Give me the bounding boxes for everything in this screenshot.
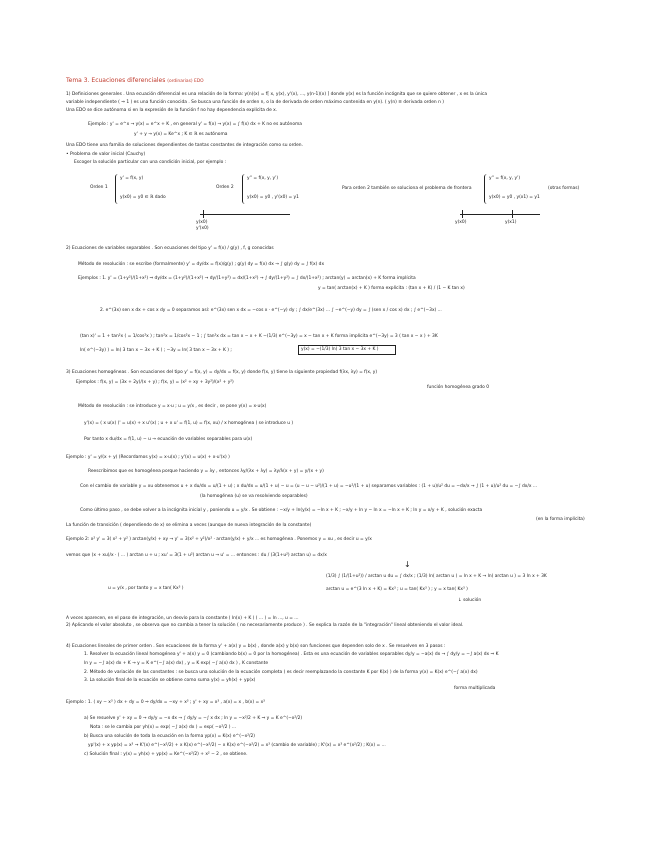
s1-pvi-text: Escoger la solución particular con una condición inicial, por ejemplo :	[74, 160, 227, 165]
axis-tick-right-a	[462, 210, 463, 218]
s4-step1: 1. Resolver la ecuación lineal homogénea y' + a(x) y = 0 (cambiando b(x) = 0 por la homogénea) . Esta es una ecuación de variables separables dy/y = −a(x) dx → ∫ dy/y = −∫ a(x) dx ⇒ K	[84, 652, 499, 657]
s3-method3: Por tanto x du/dx = f(1, u) − u → ecuación de variables separables para u(x)	[84, 437, 253, 442]
axis-tick-right-b	[512, 210, 513, 218]
s3-note1: A veces aparecen, en el paso de integración, un desvío para la constante ( ln(x) + K ) ( ... ) = ln ..., u = ...	[66, 616, 299, 621]
s3-examples: Ejemplos : f(x, y) = (3x + 2y)/(x + y) ; f(x, y) = (x² + xy + 3y²)/(x² + y²)	[76, 380, 234, 385]
axis-line-right	[460, 214, 540, 215]
s3-example: Ejemplo : y' = y/(x + y) (Recordamos y(x) = x·u(x) ; y'(x) = u(x) + x·u'(x) )	[66, 455, 230, 460]
boundary-note: (otras formas)	[548, 186, 580, 191]
boundary-eq1: y'' = f(x, y, y')	[489, 176, 521, 181]
axis-label-dy0: y'(x0)	[196, 226, 209, 231]
s3-heading: 3) Ecuaciones homogéneas . Son ecuaciones del tipo y' = f(x, y) = dy/dx = f(x, y) donde f(x, y) tiene la siguiente propiedad f(λx, λy) = f(x, y)	[66, 370, 378, 375]
s3-method: Método de resolución : se introduce y = x·u ; u = y/x , es decir , se pone y(x) = x·u(x)	[78, 404, 267, 409]
s4-example-a: a) Se resuelve y' + xy = 0 → dy/y = −x dx → ∫ dy/y = −∫ x dx ; ln y = −x²/2 + K ⇒ y = K e^(−x²/2)	[84, 716, 303, 721]
s4-example-c: b) Busca una solución de toda la ecuación en la forma yp(x) = K(x) e^(−x²/2)	[84, 734, 255, 739]
s4-step1b: ln y = −∫ a(x) dx + K → y = K e^(−∫ a(x) dx) , y = K exp( −∫ a(x) dx ) , K constante	[84, 661, 269, 666]
page-title-suffix: (ordinarias) EDO	[167, 79, 204, 84]
s4-example-b: Nota : se le cambia por yh(x) = exp( −∫ a(x) dx ) = exp( −x²/2 ) ...	[90, 725, 237, 730]
order1-eq2: y(x0) = y0 ∈ ℝ dado	[120, 195, 166, 200]
axis-label-yx1: y(x1)	[505, 220, 517, 225]
s1-line2: variable independiente ( ⇒ 1 ) es una función conocida . Se busca una función de orden n, o la de derivada de orden máximo contenida en y(n). ( y(n) ≡ derivada orden n )	[66, 100, 444, 105]
s3-note2: 2) Aplicando el valor absoluto , se observa que no cambia a tener la solución ( no necesariamente produce ) . Se explica la razón de la "integración" lineal obteniendo el valor ideal.	[66, 623, 464, 628]
s2-example2b: (tan x)' = 1 + tan²x ( = 1/cos²x ) ; tan²x = 1/cos²x − 1 ; ∫ tan²x dx = tan x − x + K −(1/3) e^(−3y) = x − tan x + K forma implícita e^(−3y) = 3 ( tan x − x ) + 3K	[80, 334, 438, 339]
s3-example10: u = y/x , por tanto y = x tan( Kx³ )	[108, 586, 184, 591]
s4-step3: 3. La solución final de la ecuación se obtiene como suma y(x) = yh(x) + yp(x)	[84, 678, 256, 683]
s3-example3: Con el cambio de variable y = xu obtenemos u + x du/dx = u/(1 + u) ; x du/dx = u/(1 + u) − u = (u − u − u²)/(1 + u) = −u²/(1 + u) separamos variables : (1 + u)/u² du = −dx/x → ∫ (1 + u)/u² du = −∫ dx/x ...	[80, 484, 538, 489]
s4-example-e: c) Solución final : y(x) = yh(x) + yp(x) = Ke^(−x²/2) + x² − 2 , se obtiene.	[84, 752, 248, 757]
s4-example: Ejemplo : 1. ( xy − x³ ) dx + dy = 0 ⇒ dy/dx = −xy + x³ ; y' + xy = x³ , a(x) = x , b(x) = x³	[66, 700, 265, 705]
s1-example-a: Ejemplo : y' = e^x → y(x) = e^x + K , en general y' = f(x) → y(x) = ∫ f(x) dx + K no es autónoma	[88, 122, 302, 127]
s3-example8: (1/3) ∫ (1/(1+u²)) / arctan u du = ∫ dx/x ; (1/3) ln( arctan u ) = ln x + K → ln( arctan u ) = 3 ln x + 3K	[326, 574, 547, 579]
axis-label-yx0: y(x0)	[455, 220, 467, 225]
s3-example9b: ↓ solución	[458, 598, 482, 603]
s2-example1b: y = tan( arctan(x) + K ) forma explícita : (tan x + K) / (1 − K tan x)	[318, 286, 465, 291]
s1-example-b: y' + y → y(x) = Ke^x ; K ∈ ℝ es autónoma	[134, 132, 228, 137]
order1-label: Orden 1	[90, 185, 108, 190]
s3-example9: arctan u = e^(3 ln x + K) = Kx³ ; u = tan( Kx³ ) ; y = x tan( Kx³ )	[326, 587, 468, 592]
axis-label-y0: y(x0)	[196, 220, 208, 225]
s4-step3-note: forma multiplicada	[454, 686, 496, 691]
s3-example4: Como último paso , se debe volver a la incógnita inicial y , poniendo u = y/x . Se obtiene : −x/y + ln(y/x) = −ln x + K ; −x/y + ln y − ln x = −ln x + K ; ln y = x/y + K , solución exacta	[80, 508, 483, 513]
boundary-eq2: y(x0) = y0 , y(x1) = y1	[489, 195, 540, 200]
s2-method: Método de resolución : se escribe (formalmente) y' = dy/dx = f(x)/g(y) ; g(y) dy = f(x) dx → ∫ g(y) dy = ∫ f(x) dx	[78, 262, 325, 267]
s4-example-d: yp'(x) + x yp(x) = x³ → K'(x) e^(−x²/2) + x K(x) e^(−x²/2) − x K(x) e^(−x²/2) = x³ (cambio de variable) ; K'(x) = x³ e^(x²/2) ; K(x) = ...	[88, 743, 386, 748]
down-arrow-icon: ↓	[404, 560, 411, 569]
s1-heading: 1) Definiciones generales . Una ecuación diferencial es una relación de la forma: y(n)(x) = f[ x, y(x), y'(x), ..., y(n-1)(x) ] donde y(x) es la función incógnita que se quiere obtener , x es la única	[66, 92, 488, 97]
order2-label: Orden 2	[216, 185, 234, 190]
s2-heading: 2) Ecuaciones de variables separables . Son ecuaciones del tipo y' = f(x) / g(y) , f, g conocidas	[66, 246, 274, 251]
s2-result: y(x) = −(1/3) ln( 3 tan x − 3x + K )	[301, 347, 379, 352]
axis-line-left	[200, 214, 290, 215]
order1-eq1: y' = f(x, y)	[120, 176, 144, 181]
s2-example2: 2. e^(3x) sen x dx + cos x dy = 0 separamos así: e^(3x) sen x dx = −cos x · e^(−y) dy ; ∫ dx/e^(3x) ... ∫ −e^(−y) dy = ∫ (sen x / cos x) dx ; ∫ e^(−3x) ...	[100, 308, 442, 313]
page-title	[66, 78, 204, 84]
s2-example1: Ejemplos : 1. y' = (1+y²)/(1+x²) ⇒ dy/dx = (1+y²)/(1+x²) → dy/(1+y²) = dx/(1+x²) → ∫ dy/(1+y²) = ∫ dx/(1+x²) ; arctan(y) = arctan(x) + K forma implícita	[78, 276, 416, 281]
s3-examples-note: función homogénea grado 0	[427, 385, 490, 390]
s1-pvi-title: • Problema de valor inicial (Cauchy)	[66, 152, 146, 157]
s3-example6: Ejemplo 2: x² y' = 3( x² + y² ) arctan(y/x) + xy → y' = 3(x² + y²)/x² · arctan(y/x) + y/x ... es homogénea . Ponemos y = xu , es decir u = y/x	[66, 537, 372, 542]
s3-method2: y'(x) = ( x u(x) )' = u(x) + x u'(x) ; u + x u' = f(1, u) = f(x, xu) / x homogénea ( se introduce u )	[84, 421, 294, 426]
boundary-text: Para orden 2 también se soluciona el problema de frontera	[342, 186, 472, 191]
s3-example7: vemos que (x + xu)/x · ( ... ) arctan u + u ; xu' = 3(1 + u²) arctan u → u' = ... entonces : du / (3(1+u²) arctan u) = dx/x	[66, 553, 327, 558]
s4-heading: 4) Ecuaciones lineales de primer orden . Son ecuaciones de la forma y' + a(x) y = b(x) , donde a(x) y b(x) son funciones que dependen solo de x . Se resuelven en 3 pasos :	[66, 644, 446, 649]
s3-example2: Reescribimos que es homogénea porque haciendo y = λy , entonces λy/(λx + λy) = λy/λ(x + y) = y/(x + y)	[88, 469, 324, 474]
s4-step2: 2. Método de variación de las constantes : se busca una solución de la ecuación completa ( es decir reemplazando la constante K por K(x) ) de la forma y(x) = K(x) e^(−∫ a(x) dx)	[84, 670, 478, 675]
s3-example3b: (la homogénea (u) se va resolviendo separables)	[200, 494, 308, 499]
s2-example2c: ln( e^(−3y) ) = ln( 3 tan x − 3x + K ) ; −3y = ln( 3 tan x − 3x + K ) ;	[80, 348, 232, 353]
s1-line4: Una EDO tiene una familia de soluciones dependientes de tantas constantes de integración como su orden.	[66, 143, 303, 148]
page-title-text: Tema 3. Ecuaciones diferenciales	[66, 77, 166, 84]
order2-eq2: y(x0) = y0 , y'(x0) = y1	[247, 195, 299, 200]
s1-line3: Una EDO se dice autónoma si en la expresión de la función f no hay dependencia explícita de x.	[66, 108, 278, 113]
s3-example4b: (en la forma implícita)	[536, 517, 585, 522]
order2-eq1: y'' = f(x, y, y')	[247, 176, 279, 181]
s3-example5: La función de transición ( dependiendo de x) se elimina a veces (aunque de nueva integración de la constante)	[66, 523, 312, 528]
axis-tick-left	[203, 210, 204, 218]
